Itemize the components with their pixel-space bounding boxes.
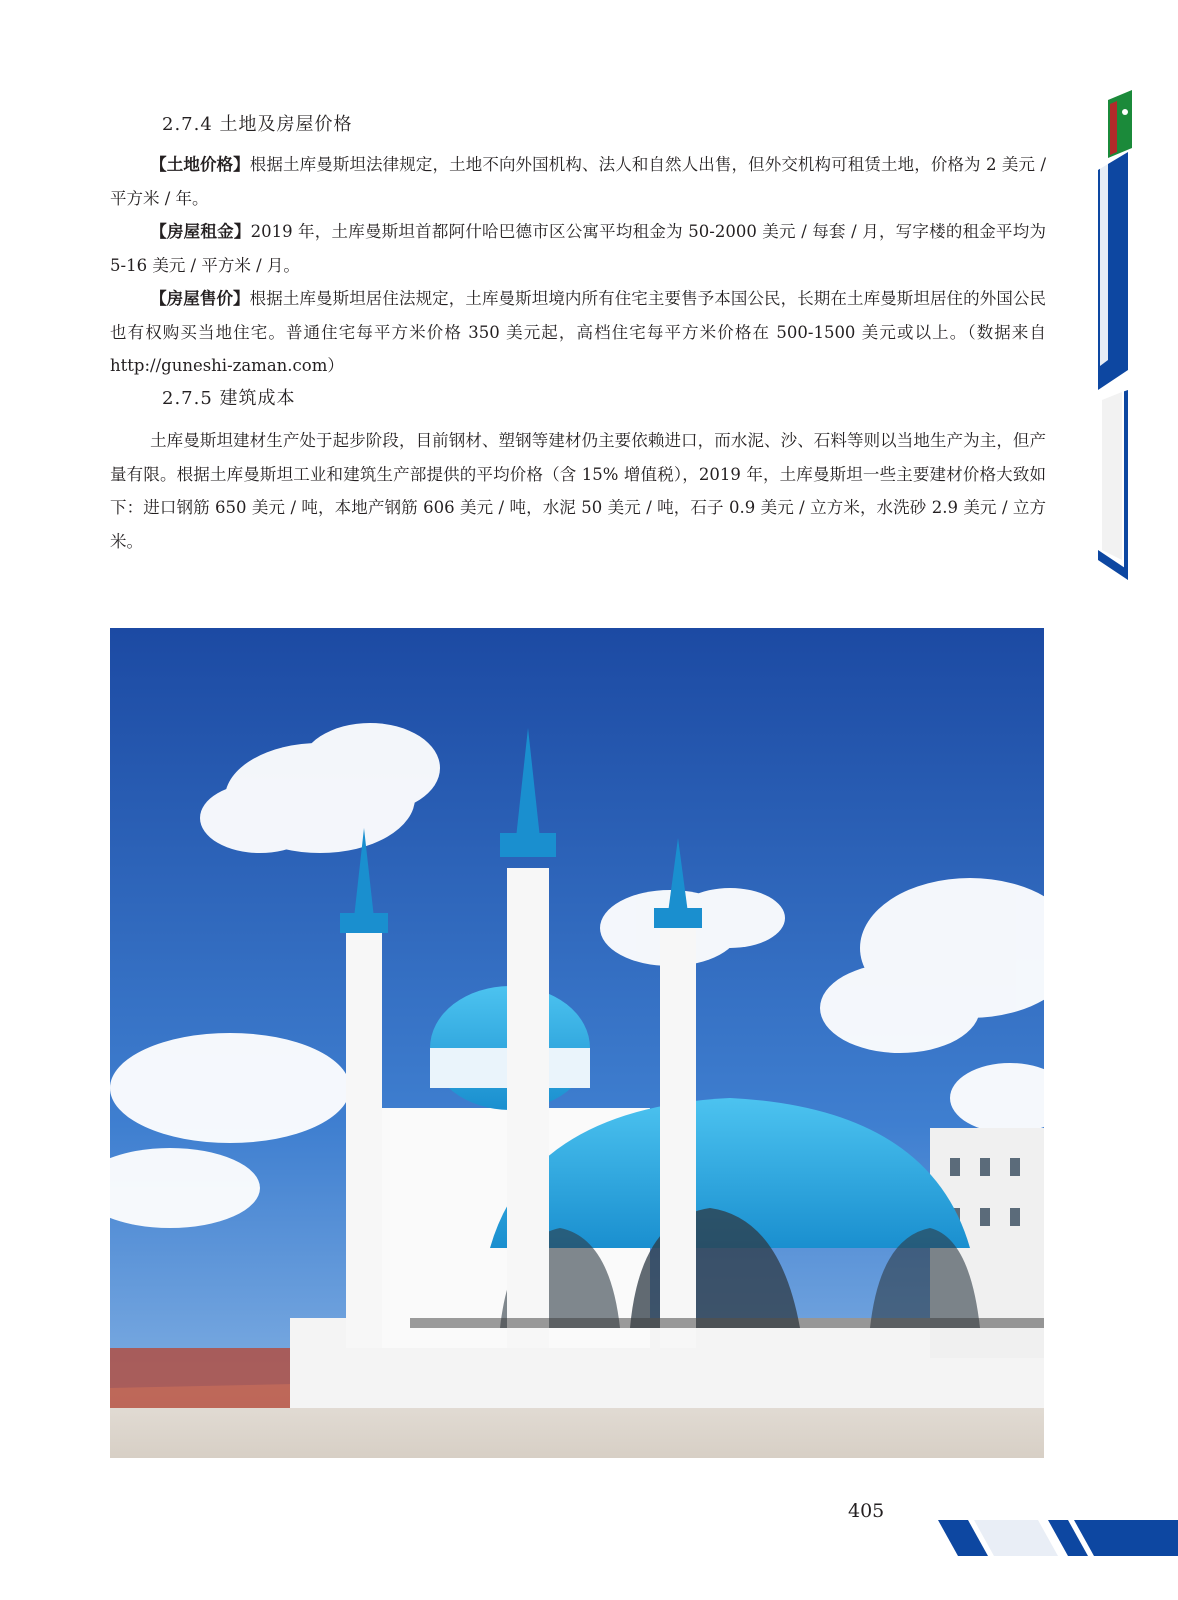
text-rent: 2019 年，土库曼斯坦首都阿什哈巴德市区公寓平均租金为 50-2000 美元 / 每套 / 月，写字楼的租金平均为 5-16 美元 / 平方米 / 月。 [110, 222, 1046, 275]
mosque-photo [110, 628, 1044, 1458]
paragraph-construction-cost [110, 424, 1046, 558]
paragraph-land-price [110, 148, 1046, 215]
paragraph-rent [110, 215, 1046, 282]
footer-decoration [938, 1520, 1178, 1560]
label-land-price: 【土地价格】 [150, 155, 250, 174]
paragraph-sale [110, 282, 1046, 383]
minaret-right [654, 838, 702, 1348]
flag-icon [1108, 90, 1132, 158]
text-land-price: 根据土库曼斯坦法律规定，土地不向外国机构、法人和自然人出售，但外交机构可租赁土地，价格为 2 美元 / 平方米 / 年。 [110, 155, 1047, 208]
label-rent: 【房屋租金】 [150, 222, 251, 241]
text-construction-cost: 土库曼斯坦建材生产处于起步阶段，目前钢材、塑钢等建材仍主要依赖进口，而水泥、沙、石料等则以当地生产为主，但产量有限。根据土库曼斯坦工业和建筑生产部提供的平均价格（含 15% 增值税），2019 年，土库曼斯坦一些主要建材价格大致如下：进口钢筋 650 美元 / 吨，本地产钢筋 606 美元 / 吨，水泥 50 美元 / 吨，石子 0.9 美元 / 立方米，水洗砂 2.9 美元 / 立方米。 [110, 431, 1046, 551]
text-sale: 根据土库曼斯坦居住法规定，土库曼斯坦境内所有住宅主要售予本国公民，长期在土库曼斯坦居住的外国公民也有权购买当地住宅。普通住宅每平方米价格 350 美元起，高档住宅每平方米价格在 500-1500 美元或以上。（数据来自 http://guneshi-zaman.com） [110, 289, 1047, 375]
section-heading-construction-cost: 2.7.5 建筑成本 [162, 388, 296, 409]
page-number: 405 [848, 1500, 885, 1522]
section-heading-land-house-price: 2.7.4 土地及房屋价格 [162, 114, 353, 135]
label-sale: 【房屋售价】 [150, 289, 250, 308]
side-decoration [1098, 90, 1178, 590]
